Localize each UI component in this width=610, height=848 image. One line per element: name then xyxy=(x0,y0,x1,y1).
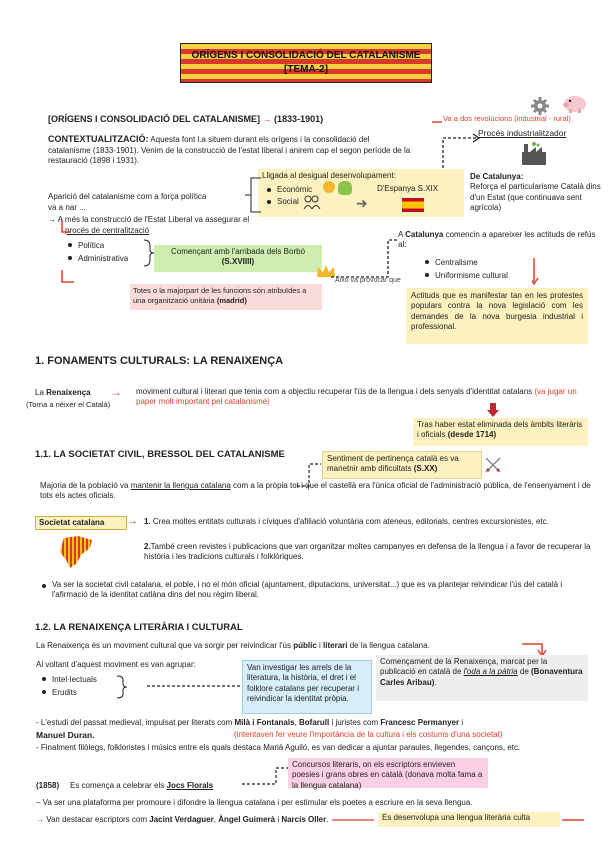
borbo-text: Començant amb l'arribada dels Borbó xyxy=(170,247,306,256)
estudi-red: (intentaven fer veure l'importància de la cultura i els costums d'una societat) xyxy=(234,730,503,739)
context-label: CONTEXTUALITZACIÓ: xyxy=(48,134,149,144)
decatalunya-text: Reforça el particularisme Català dins d'un Estat (que continuava sent agrícola) xyxy=(470,182,601,213)
arrow-icon: ➜ xyxy=(356,195,368,211)
totes-text: Totes o la majorpart de les funcions són atribuïdes a una organització unitària xyxy=(133,286,307,305)
renaixenca-sub: (Torna a néixer el Català) xyxy=(26,400,111,409)
comenca-text: Es comença a celebrar els Jocs Florals xyxy=(70,781,214,790)
catalunya-arrow xyxy=(532,256,546,286)
concursos-box: Concursos literaris, on els escriptors envieven poesies i grans obres en català (donava molta fama a la llengua catalana) xyxy=(288,758,488,788)
header-label: [ORÍGENS I CONSOLIDACIÓ DEL CATALANISME] xyxy=(48,114,261,124)
estat-text1-content: A més la construcció de l'Estat Liberal va assegurar el xyxy=(57,215,250,224)
context-paragraph xyxy=(48,134,413,166)
actituds-box: Actituds que es manifestar tan en les protestes populars contra la nova legislació com les demandes de la nova burgesia industrial i professional. xyxy=(406,288,588,344)
estat-item-politica: Política xyxy=(66,239,128,252)
arrow-icon: → xyxy=(127,515,138,527)
plataforma-text: – Va ser una plataforma per promoure i difondre la llengua catalana i per estimular els poetes a escriure en la seva llengua. xyxy=(36,798,473,807)
desigual-title: Lligada al desigual desenvolupament: xyxy=(262,171,396,180)
revolutions-arrow xyxy=(430,110,570,130)
down-arrow-icon xyxy=(487,403,497,417)
money-bag-icon xyxy=(338,181,352,195)
provocar-text: Això va provocar que xyxy=(335,277,401,284)
societat-p2: 2.També creen revistes i publicacions que van organitzar moltes campanyes en defensa de la llengua i a favor de recuperar la història i les tradicions culturals i folklòriques. xyxy=(144,542,591,562)
title-line1: ORÍGENS I CONSOLIDACIÓ DEL CATALANISME xyxy=(191,50,421,61)
people-icon xyxy=(303,195,321,209)
money-icon xyxy=(323,181,335,193)
majoria-text: Majoria de la població va mantenir la llengua catalana com a la pròpia tot i que el castellà era l'única oficial de l'administració pública, de l'ensenyament i de tots els actes oficials. xyxy=(40,481,591,501)
context-text: Aquesta font l.a situem durant els orígens i la consolidació del catalanisme (1833-1901). Venim de la construcció de l'estat liberal i anirem cap el segon període de la restauració (1898 i 1931). xyxy=(48,135,411,166)
proces-label: Procés industrialitzador xyxy=(478,128,567,138)
renaixenca-label: La Renaixença xyxy=(35,388,91,397)
societat-label: Societat catalana xyxy=(35,516,127,530)
estat-text1: → A més la construcció de l'Estat Liberal va assegurar el xyxy=(48,215,250,224)
destacar-text: → Van destacar escriptors com Jacint Verdaguer, Àngel Guimerà i Narcís Oller. xyxy=(36,815,329,824)
societat-p1: 1. Crea moltes entitats culturals i cíviques d'afiliació voluntària com ateneus, editorials, centres excursionistes, etc. xyxy=(144,517,549,526)
estudi-text: - L'estudi del passat medieval, impulsat per literats com Milà i Fontanals, Bofarull i juristes com Francesc Permanyer i xyxy=(36,718,464,727)
destacar-arrow xyxy=(330,814,378,826)
section11-title: 1.1. LA SOCIETAT CIVIL, BRESSOL DEL CATALANISME xyxy=(35,449,285,460)
catalunya-list xyxy=(423,256,508,282)
title-banner xyxy=(180,43,432,83)
totes-arrow xyxy=(60,268,80,288)
bracket xyxy=(243,176,265,216)
arrow-icon: → xyxy=(262,114,272,124)
intro-text: La Renaixença és un moviment cultural que va sorgir per reivindicar l'ús públic i literari de la llengua catalana. xyxy=(36,641,430,650)
catalunya-bold: Catalunya xyxy=(405,230,444,239)
voltant-item-erudits: Erudits xyxy=(40,686,97,699)
spain-flag-icon xyxy=(402,198,424,212)
estat-text2: procés de centralització xyxy=(65,226,150,235)
swords-icon xyxy=(484,456,502,474)
title-line2: [TEMA-2] xyxy=(284,64,328,75)
borbo-sub: (S.XVIIII) xyxy=(221,257,255,267)
factory-icon xyxy=(520,142,548,166)
catalonia-map-icon xyxy=(56,534,96,570)
estat-list xyxy=(66,239,128,265)
estudi-bold4: Manuel Duran. xyxy=(36,730,95,740)
dashed-connector-4 xyxy=(240,764,290,788)
eliminada-box: Tras haber estat eliminada dels àmbits literàris i oficials (desde 1714) xyxy=(413,418,588,446)
investigar-box: Van investigar les arrels de la literatura, la història, el dret i el folklore catalans per recuperar i reivindicar la identitat pròpia. xyxy=(242,660,372,714)
year-label: (1858) xyxy=(36,781,60,790)
decatalunya-title: De Catalunya: xyxy=(470,172,524,181)
renaixenca-text: moviment cultural i literari que tenia com a objectiu recuperar l'ús de la llengua i dels senyals d'identitat catalans (va jugar un paper molt important pel catalanisme) xyxy=(136,387,577,407)
voltant-brace xyxy=(115,674,129,700)
decatalunya-block xyxy=(470,172,605,214)
vaanar-text: va a nar ... xyxy=(48,203,86,212)
catalunya-item-centralisme: Centralisme xyxy=(423,256,508,269)
societat-bullet-list xyxy=(40,580,590,601)
revolutions-note: Va a dos revolucions (industrial - rural) xyxy=(443,114,571,123)
desenvolupa-box: Es desenvolupa una llengua literària culta xyxy=(378,812,560,827)
catalunya-lead: A xyxy=(398,230,403,239)
section1-title: 1. FONAMENTS CULTURALS: LA RENAIXENÇA xyxy=(35,355,284,367)
sentiment-box: Sentiment de pertinença català es va manetnir amb dificultats (S.XX) xyxy=(322,451,482,479)
voltant-list xyxy=(40,673,97,699)
section12-title: 1.2. LA RENAIXENÇA LITERÀRIA I CULTURAL xyxy=(35,622,243,633)
desigual-item-economic: Econòmic xyxy=(265,184,312,196)
catalunya-item-uniformisme: Uniformisme cultural xyxy=(423,269,508,282)
desigual-item-social: Social xyxy=(265,196,312,208)
header-dates: (1833-1901) xyxy=(274,114,324,124)
dashed-connector-3 xyxy=(145,672,245,702)
estat-item-administrativa: Administrativa xyxy=(66,252,128,265)
dashed-connector-2 xyxy=(328,232,400,282)
totes-bold: (madrid) xyxy=(216,295,247,305)
voltant-item-intellectuals: Intel·lectuals xyxy=(40,673,97,686)
borbo-box xyxy=(154,245,322,272)
catalunya-block xyxy=(398,230,598,251)
totes-box xyxy=(130,284,322,310)
inici-box: Començament de la Renaixença, marcat per la publicació en català de l'oda a la pàtria de (Bonaventura Carles Aribau). xyxy=(376,655,588,701)
finalment-text: - Finalment filòlegs, folkloristes i músics entre els quals destaca Marià Aguiló, es van dedicar a ajuntar paraules, llegendes, cançons, etc. xyxy=(36,743,521,752)
aparicio-text: Aparició del catalanisme com a força política xyxy=(48,192,207,201)
voltant-text: Al voltant d'aquest moviment es van agrupar: xyxy=(36,660,196,669)
arrow-icon: → xyxy=(110,385,122,399)
header-line xyxy=(48,114,323,126)
catalunya-text: comencin a apareixer les actituds de refús al: xyxy=(398,230,596,250)
estat-arrow xyxy=(60,218,72,236)
end-arrow xyxy=(560,808,590,832)
desigual-espanya: D'Espanya S.XIX xyxy=(377,184,439,193)
societat-bullet: Va ser la societat civil catalana, el poble, i no el món oficial (ajuntament, diputacions, universitat...) que es va plantejar reivindicar l'ús del català i l'afirmació de la identitat catlàna dins del nou règim liberal. xyxy=(40,580,590,601)
